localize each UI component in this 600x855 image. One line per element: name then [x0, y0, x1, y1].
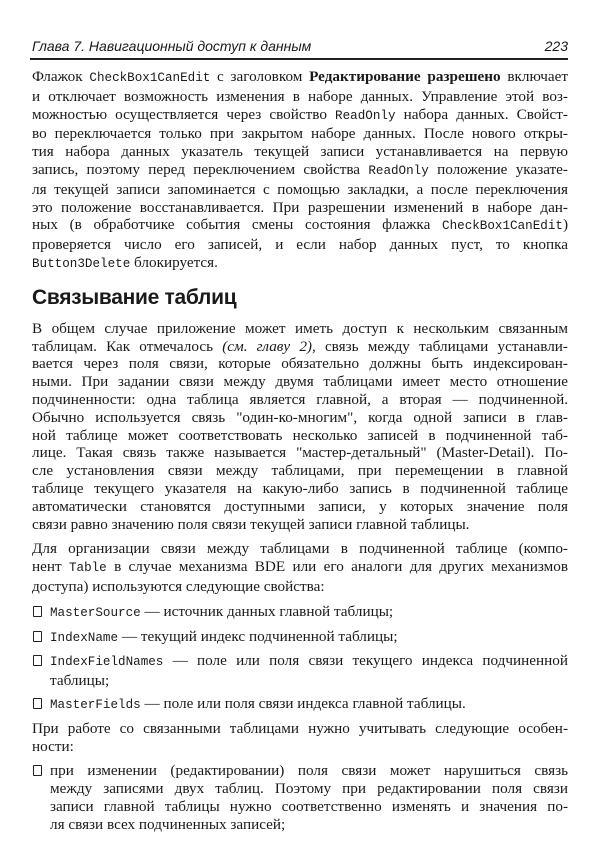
bullet-item [32, 628, 568, 648]
text-line [32, 320, 568, 338]
text-run: доступа) используются следующие свойства: [32, 577, 325, 595]
text-run: нент [32, 558, 69, 576]
text-run: связи равно значению поля связи текущей записи главной таблицы. [32, 515, 470, 533]
text-line [50, 695, 568, 715]
chapter-title: Глава 7. Навигационный доступ к данным [32, 38, 312, 54]
text-line [32, 143, 568, 161]
text-line [50, 780, 568, 798]
text-run: между записями двух таблиц. Поэтому при редактировании поля связи [50, 780, 568, 798]
text-line [50, 603, 568, 623]
text-run: ) [562, 216, 568, 234]
text-run: Обычно используется связь "один-ко-многим", когда одной записи в глав- [32, 408, 568, 426]
paragraph [32, 320, 568, 534]
text-line [32, 578, 568, 596]
bullet-item [32, 603, 568, 623]
code-identifier: IndexName [50, 630, 119, 645]
text-line [32, 125, 568, 143]
code-identifier: Button3Delete [32, 256, 131, 271]
text-line [32, 216, 568, 236]
paragraph [32, 720, 568, 756]
text-run: лице. Такая связь также называется "мастер-детальный" (Master-Detail). По- [32, 444, 568, 462]
text-run: это положение восстанавливается. При разрешении изменений в наборе дан- [32, 198, 568, 216]
text-line [32, 480, 568, 498]
paragraph [32, 68, 568, 274]
text-run: автоматически становятся доступными записи, у которых значение поля [32, 497, 568, 515]
text-run: таблицы; [50, 672, 110, 690]
text-run: — источник данных главной таблицы; [140, 602, 394, 620]
text-line [32, 338, 568, 356]
text-run: При работе со связанными таблицами нужно учитывать следующие особен- [32, 719, 568, 737]
text-run: положение указате- [428, 160, 568, 178]
text-line [32, 88, 568, 106]
text-run: вается через поля связи, которые обязательно должны быть индексирован- [32, 355, 568, 373]
text-run: Флажок [32, 68, 90, 85]
text-line [50, 652, 568, 672]
text-run: ля текущей записи запоминается с помощью закладки, а после переключения [32, 180, 568, 198]
text-line [32, 355, 568, 373]
code-identifier: IndexFieldNames [50, 655, 164, 670]
text-line [32, 462, 568, 480]
text-line [32, 106, 568, 126]
text-line [32, 68, 568, 88]
code-identifier: MasterSource [50, 605, 141, 620]
text-run: записи главной таблицы нужно соответственно изменять и значения по- [50, 797, 568, 815]
text-line [32, 391, 568, 409]
page-number: 223 [544, 38, 568, 54]
text-run: Для организации связи между таблицами в подчиненной таблице (компо- [32, 540, 568, 558]
text-run: и отключает возможность изменения в наборе данных. Управление этой воз- [32, 87, 568, 105]
text-run: запись, поэтому перед переключением свойства [32, 160, 369, 178]
text-run: , связь между таблицами устанавли- [311, 337, 568, 355]
text-line [32, 738, 568, 756]
text-run: с заголовком [210, 68, 310, 85]
running-header [30, 36, 568, 60]
code-identifier: Table [68, 561, 107, 576]
section-heading: Связывание таблиц [32, 285, 237, 309]
text-run: во переключается только при закрытом наборе данных. После нового откры- [32, 125, 568, 143]
text-line [32, 199, 568, 217]
text-run: — поле или поля связи индекса главной таблицы. [140, 694, 466, 712]
text-run: можностью осуществляется через свойство [32, 105, 336, 123]
text-line [50, 798, 568, 816]
checkbox-bullet-icon [33, 765, 42, 776]
text-line [50, 762, 568, 780]
checkbox-bullet-icon [33, 606, 42, 617]
text-run: ных (в обработчике события смены состояния флажка [32, 216, 443, 234]
text-line [50, 816, 568, 834]
text-line [32, 236, 568, 254]
text-line [32, 540, 568, 558]
text-run: тия набора данных указатель текущей записи устанавливается на первую [32, 143, 568, 161]
text-line [32, 444, 568, 462]
text-run: — текущий индекс подчиненной таблицы; [118, 627, 398, 645]
text-run: включает [500, 68, 569, 85]
text-line [32, 373, 568, 391]
text-line [32, 181, 568, 199]
text-run: ными. При задании связи между двумя таблицами имеет место отношение [32, 373, 568, 391]
text-line [32, 254, 568, 274]
bullet-item [32, 762, 568, 833]
page-body [32, 68, 568, 838]
italic-reference: (см. главу 2) [222, 337, 312, 355]
bullet-item [32, 695, 568, 715]
text-run: ной таблице может соответствовать несколько записей в подчиненной таб- [32, 426, 568, 444]
text-line [32, 558, 568, 578]
text-line [32, 516, 568, 534]
text-run: проверяется число его записей, и если набор данных пуст, то кнопка [32, 236, 568, 254]
text-run: при изменении (редактировании) поля связи может нарушиться связь [50, 762, 568, 780]
text-run: таблицам. Как отмечалось [32, 337, 223, 355]
text-run: — поле или поля связи текущего индекса подчиненной [163, 652, 568, 670]
text-line [32, 498, 568, 516]
code-identifier: CheckBox1CanEdit [89, 71, 211, 85]
text-line [32, 409, 568, 427]
code-identifier: ReadOnly [335, 108, 396, 123]
text-line [50, 672, 568, 690]
text-run: набора данных. Свойст- [395, 105, 568, 123]
text-run: подчиненности: одна таблица является главной, а вторая — подчиненной. [32, 390, 568, 408]
code-identifier: MasterFields [50, 697, 141, 712]
text-run: В общем случае приложение может иметь доступ к нескольким связанным [32, 319, 568, 337]
bullet-item [32, 652, 568, 690]
paragraph [32, 540, 568, 595]
text-line [32, 720, 568, 738]
checkbox-bullet-icon [33, 631, 42, 642]
text-line [50, 628, 568, 648]
text-line [32, 427, 568, 445]
checkbox-bullet-icon [33, 655, 42, 666]
text-run: ности: [32, 737, 74, 755]
code-identifier: ReadOnly [368, 163, 429, 178]
code-identifier: CheckBox1CanEdit [442, 219, 563, 234]
text-run: сле установления связи между таблицами, при перемещении в главной [32, 462, 568, 480]
text-run: ля связи всех подчиненных записей; [50, 815, 286, 833]
text-run: таблице текущего указателя на какую-либо запись в подчиненной таблице [32, 479, 568, 497]
text-run: в случае механизма BDE или его аналоги для других механизмов [106, 558, 568, 576]
checkbox-bullet-icon [33, 698, 42, 709]
bold-term: Редактирование разрешено [309, 68, 501, 85]
text-line [32, 161, 568, 181]
text-run: блокируется. [130, 253, 218, 271]
